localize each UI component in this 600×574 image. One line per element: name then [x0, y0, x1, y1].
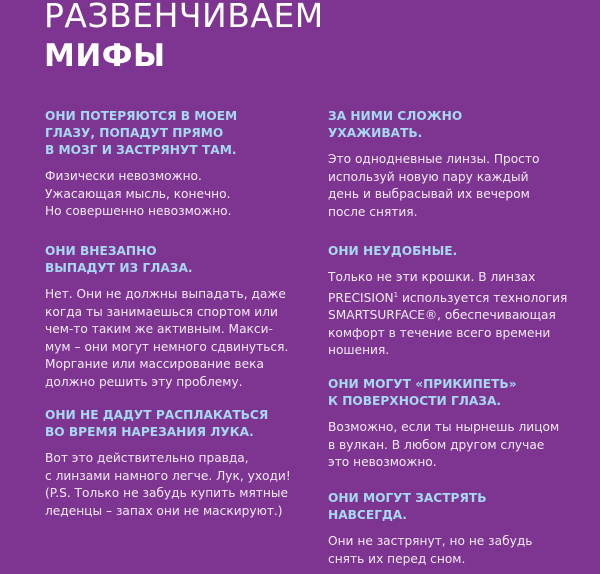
myth-heading: ОНИ ПОТЕРЯЮТСЯ В МОЕМ ГЛАЗУ, ПОПАДУТ ПРЯМО В МОЗГ И ЗАСТРЯНУТ ТАМ. [45, 109, 238, 157]
myth-text [328, 269, 588, 360]
myth-block [328, 108, 588, 221]
myth-heading: ОНИ НЕУДОБНЫЕ. [328, 244, 458, 258]
myth-text: Нет. Они не должны выпадать, даже когда ты занимаешься спортом или чем-то таким же активным. Макси- мум – они могут немного сдвинуться. Моргание или массирование века должно решить эту проблему. [45, 287, 289, 389]
myth-heading: ОНИ МОГУТ «ПРИКИПЕТЬ» К ПОВЕРХНОСТИ ГЛАЗА. [328, 377, 517, 408]
myth-block [328, 243, 588, 360]
myth-text: Это однодневные линзы. Просто используй новую пару каждый день и выбрасывай их вечером после снятия. [328, 152, 540, 219]
page-title [44, 0, 324, 76]
myth-heading: ОНИ ВНЕЗАПНО ВЫПАДУТ ИЗ ГЛАЗА. [45, 244, 193, 275]
myth-block [45, 243, 320, 391]
myth-heading: ЗА НИМИ СЛОЖНО УХАЖИВАТЬ. [328, 109, 463, 140]
myth-text-part: Только не эти крошки. В линзах PRECISION [328, 270, 536, 305]
myth-heading: ОНИ НЕ ДАДУТ РАСПЛАКАТЬСЯ ВО ВРЕМЯ НАРЕЗАНИЯ ЛУКА. [45, 408, 269, 439]
footnote-ref: 1 [393, 290, 399, 299]
myth-text: Они не застрянут, но не забудь снять их перед сном. [328, 534, 533, 566]
myth-text: Вот это действительно правда, с линзами намного легче. Лук, уходи! (P.S. Только не забудь купить мятные леденцы – запах они не маскируют.) [45, 451, 291, 518]
title-line-1: РАЗВЕНЧИВАЕМ [44, 0, 324, 35]
myth-text: Физически невозможно. Ужасающая мысль, конечно. Но совершенно невозможно. [45, 169, 232, 218]
myth-block [45, 108, 305, 221]
myth-text-part: используется технология SMARTSURFACE®, обеспечивающая комфорт в течение всего времени ношения. [328, 290, 568, 358]
title-line-2: МИФЫ [44, 38, 166, 74]
myth-heading: ОНИ МОГУТ ЗАСТРЯТЬ НАВСЕГДА. [328, 491, 487, 522]
myth-block [328, 376, 588, 472]
myth-text: Возможно, если ты нырнешь лицом в вулкан. В любом другом случае это невозможно. [328, 420, 560, 469]
myth-block [328, 490, 588, 568]
myth-block [45, 407, 320, 520]
